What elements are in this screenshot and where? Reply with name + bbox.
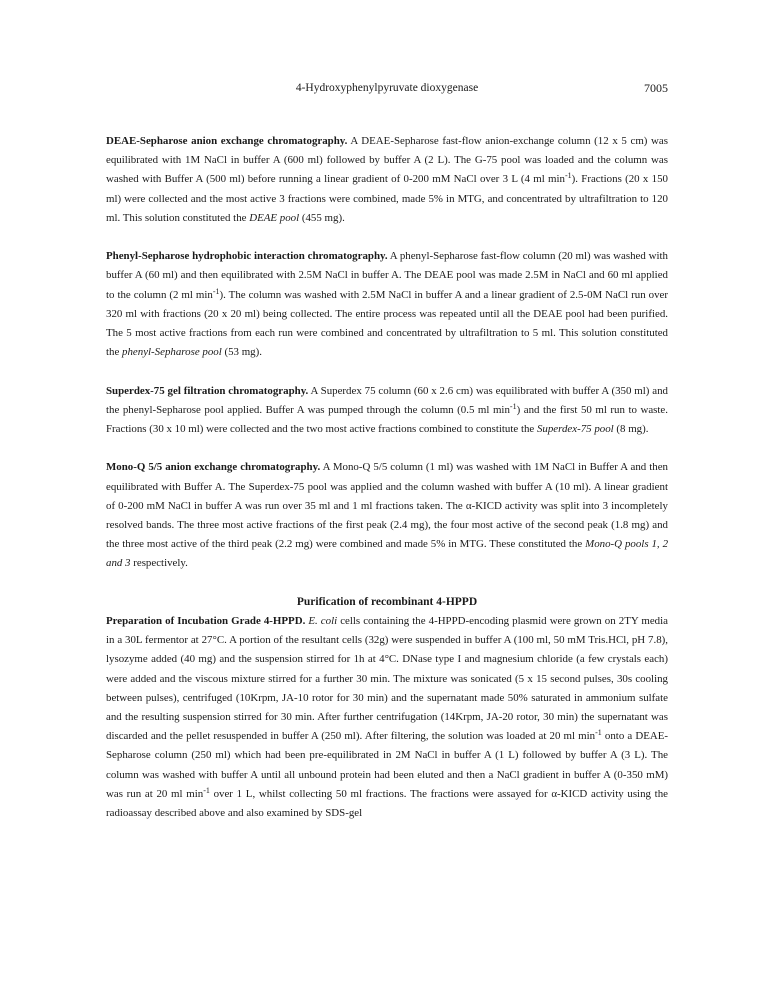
recombinant-sup-2: -1 [203, 785, 210, 795]
section-title-recombinant: Purification of recombinant 4-HPPD [296, 595, 478, 608]
phenyl-pool-name: phenyl-Sepharose pool [122, 346, 222, 359]
deae-sup-1: -1 [564, 171, 572, 181]
recombinant-text-3: over 1 L, whilst collecting 50 ml fractions. The fractions were assayed for α-KICD activity using the radioassay described above and also examined by SDS-gel [106, 787, 668, 820]
monoq-pool-name: Mono-Q pools 1, 2 and 3 [106, 538, 669, 570]
recombinant-sup-1: -1 [595, 728, 602, 738]
paragraph-phenyl [106, 247, 668, 362]
heading-recombinant: Preparation of Incubation Grade 4-HPPD. [106, 615, 306, 628]
deae-text-1: A DEAE-Sepharose fast-flow anion-exchange column (12 x 5 cm) was equilibrated with 1M NaCl in buffer A (600 ml) followed by buffer A (2 L). The G-75 pool was loaded and the column was washed with Buffer A (500 ml) before running a linear gradient of 0-200 mM NaCl over 3 L (4 ml min [106, 135, 668, 186]
article-body [106, 132, 668, 823]
superdex-sup-1: -1 [509, 401, 517, 411]
heading-phenyl: Phenyl-Sepharose hydrophobic interaction chromatography. [106, 250, 388, 263]
organism-name: E. coli [308, 615, 338, 628]
paragraph-recombinant [106, 612, 668, 823]
heading-deae: DEAE-Sepharose anion exchange chromatography. [106, 135, 348, 147]
heading-monoq: Mono-Q 5/5 anion exchange chromatography. [106, 461, 321, 474]
paragraph-deae [106, 132, 668, 228]
paragraph-monoq [106, 458, 668, 573]
monoq-text-2: respectively. [130, 557, 188, 570]
recombinant-text-2: onto a DEAE-Sepharose column (250 ml) which had been pre-equilibrated in 2M NaCl in buffer A (1 L) followed by buffer A (3 L). The column was washed with buffer A until all unbound protein had been eluted and then a NaCl gradient in buffer A (0-350 mM) was run at 20 ml min [106, 730, 668, 800]
phenyl-text-2: ). The column was washed with 2.5M NaCl in buffer A and a linear gradient of 2.5-0M NaCl run over 320 ml with fractions (20 x 20 ml) being collected. The entire process was repeated until all the DEAE pool had been purified. The 5 most active fractions from each run were combined and concentrated by ultrafiltration to 5 ml. This solution constituted the [106, 288, 668, 359]
monoq-text-1: A Mono-Q 5/5 column (1 ml) was washed with 1M NaCl in Buffer A and then equilibrated with Buffer A. The Superdex-75 pool was applied and the column washed with buffer A (10 ml). A linear gradient of 0-200 mM NaCl in buffer A was run over 35 ml and 1 ml fractions taken. The α-KICD activity was split into 3 incompletely resolved bands. The three most active fractions of the first peak (2.4 mg), the four most active of the second peak (1.8 mg) and the three most active of the third peak (2.2 mg) were combined and made 5% in MTG. These constituted the [106, 461, 668, 551]
running-head [106, 82, 668, 98]
superdex-text-2: ) and the first 50 ml run to waste. Fractions (30 x 10 ml) were collected and the two most active fractions combined to constitute the [106, 403, 668, 436]
page-number: 7005 [644, 81, 668, 95]
running-title: 4-Hydroxyphenylpyruvate dioxygenase [295, 82, 479, 94]
deae-text-3: (455 mg). [299, 211, 345, 224]
deae-pool-name: DEAE pool [249, 211, 300, 224]
deae-text-2: ). Fractions (20 x 150 ml) were collected and the most active 3 fractions were combined, made 5% in MTG, and concentrated by ultrafiltration to 120 ml. This solution constituted the [106, 173, 668, 224]
paragraph-superdex [106, 382, 668, 440]
superdex-text-1: A Superdex 75 column (60 x 2.6 cm) was equilibrated with buffer A (350 ml) and the phenyl-Sepharose pool applied. Buffer A was pumped through the column (0.5 ml min [106, 384, 668, 416]
recombinant-text-1: cells containing the 4-HPPD-encoding plasmid were grown on 2TY media in a 30L fermentor at 27°C. A portion of the resultant cells (32g) were suspended in buffer A (100 ml, 50 mM Tris.HCl, pH 7.8), lysozyme added (40 mg) and the suspension stirred for 1h at 4°C. DNase type I and magnesium chloride (a few crystals each) were added and the viscous mixture stirred for a further 30 min. The mixture was sonicated (5 x 15 second pulses, 30s cooling between pulses), centrifuged (10Krpm, JA-10 rotor for 30 min) and the supernatant made 50% saturated in ammonium sulfate and the resulting suspension stirred for 30 min. After further centrifugation (14Krpm, JA-20 rotor, 30 min) the supernatant was discarded and the pellet resuspended in buffer A (250 ml). After filtering, the solution was loaded at 20 ml min [106, 615, 668, 743]
heading-superdex: Superdex-75 gel filtration chromatography. [106, 384, 309, 397]
phenyl-text-3: (53 mg). [221, 346, 262, 359]
superdex-text-3: (8 mg). [613, 423, 649, 436]
superdex-pool-name: Superdex-75 pool [536, 423, 614, 436]
phenyl-text-1: A phenyl-Sepharose fast-flow column (20 ml) was washed with buffer A (60 ml) and then equilibrated with 2.5M NaCl in buffer A. The DEAE pool was made 2.5M in NaCl and 60 ml applied to the column (2 ml min [106, 250, 668, 301]
phenyl-sup-1: -1 [212, 286, 220, 296]
